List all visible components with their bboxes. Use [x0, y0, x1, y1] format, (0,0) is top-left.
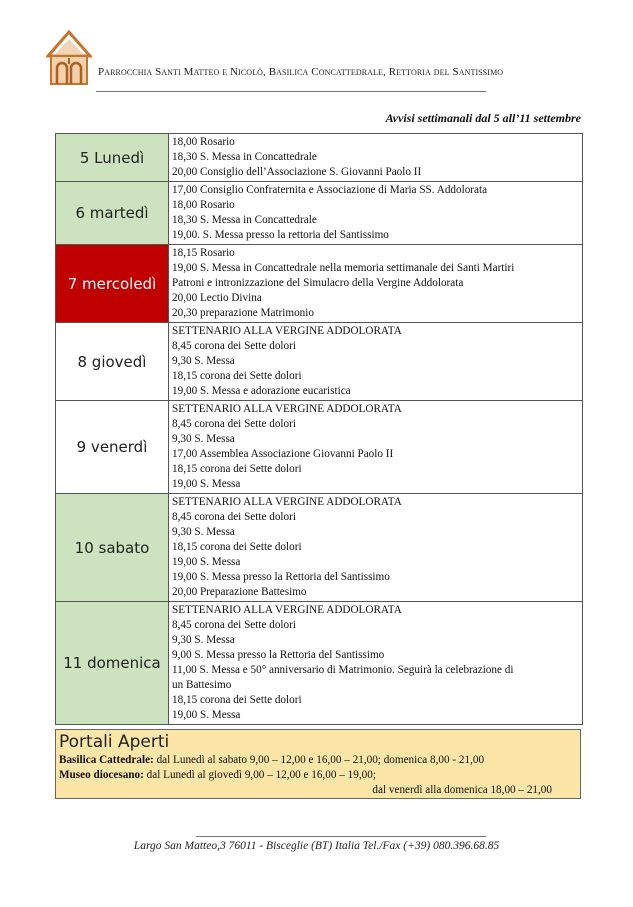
portali-aperti-box — [55, 729, 581, 799]
event-line: 9,30 S. Messa — [172, 634, 235, 646]
schedule-row — [56, 134, 583, 182]
event-line: 19,00. S. Messa presso la rettoria del Santissimo — [172, 229, 389, 241]
event-line: 9,30 S. Messa — [172, 355, 235, 367]
schedule-table — [55, 133, 583, 725]
event-line: 19,00 S. Messa e adorazione eucaristica — [172, 385, 351, 397]
event-line: 9,30 S. Messa — [172, 526, 235, 538]
basilica-hours — [59, 753, 577, 768]
event-line: 20,00 Consiglio dell’Associazione S. Giovanni Paolo II — [172, 166, 422, 178]
schedule-row — [56, 401, 583, 494]
event-line: 18,15 corona dei Sette dolori — [172, 694, 302, 706]
event-line: 8,45 corona dei Sette dolori — [172, 511, 296, 523]
event-line: 19,00 S. Messa — [172, 556, 241, 568]
event-line: 18,00 Rosario — [172, 136, 235, 148]
event-line: 17,00 Assemblea Associazione Giovanni Paolo II — [172, 448, 394, 460]
event-line: 9,30 S. Messa — [172, 433, 235, 445]
event-line: 8,45 corona dei Sette dolori — [172, 418, 296, 430]
event-line: 19,00 S. Messa in Concattedrale nella memoria settimanale dei Santi Martiri — [172, 262, 515, 274]
event-line: SETTENARIO ALLA VERGINE ADDOLORATA — [172, 403, 402, 415]
museo-hours-text: dal Lunedì al giovedì 9,00 – 12,00 e 16,00 – 19,00; — [143, 769, 376, 781]
event-line: 18,15 corona dei Sette dolori — [172, 541, 302, 553]
event-line: 18,00 Rosario — [172, 199, 235, 211]
event-line: 18,15 corona dei Sette dolori — [172, 463, 302, 475]
event-line: 19,00 S. Messa presso la Rettoria del Santissimo — [172, 571, 390, 583]
portali-title: Portali Aperti — [59, 732, 170, 752]
footer-divider — [196, 836, 486, 837]
event-line: Patroni e intronizzazione del Simulacro della Vergine Addolorata — [172, 277, 464, 289]
event-line: un Battesimo — [172, 679, 232, 691]
event-line: 11,00 S. Messa e 50° anniversario di Matrimonio. Seguirà la celebrazione di — [172, 664, 514, 676]
event-line: SETTENARIO ALLA VERGINE ADDOLORATA — [172, 604, 402, 616]
museo-hours — [59, 768, 577, 783]
event-line: 8,45 corona dei Sette dolori — [172, 619, 296, 631]
day-events — [169, 494, 583, 602]
day-label: 9 venerdì — [56, 401, 169, 494]
event-line: 17,00 Consiglio Confraternita e Associazione di Maria SS. Addolorata — [172, 184, 488, 196]
event-line: 20,00 Lectio Divina — [172, 292, 262, 304]
schedule-row — [56, 245, 583, 323]
event-line: 19,00 S. Messa — [172, 478, 241, 490]
event-line: SETTENARIO ALLA VERGINE ADDOLORATA — [172, 496, 402, 508]
header-divider — [96, 91, 486, 92]
day-events — [169, 134, 583, 182]
event-line: SETTENARIO ALLA VERGINE ADDOLORATA — [172, 325, 402, 337]
event-line: 18,15 corona dei Sette dolori — [172, 370, 302, 382]
event-line: 19,00 S. Messa — [172, 709, 241, 721]
event-line: 18,30 S. Messa in Concattedrale — [172, 214, 317, 226]
schedule-row — [56, 182, 583, 245]
day-events — [169, 323, 583, 401]
basilica-hours-text: dal Lunedì al sabato 9,00 – 12,00 e 16,00 – 21,00; domenica 8,00 - 21,00 — [153, 754, 485, 766]
day-label: 5 Lunedì — [56, 134, 169, 182]
day-label: 8 giovedì — [56, 323, 169, 401]
footer-address: Largo San Matteo,3 76011 - Bisceglie (BT) Italia Tel./Fax (+39) 080.396.68.85 — [133, 840, 500, 852]
day-label: 6 martedì — [56, 182, 169, 245]
event-line: 20,30 preparazione Matrimonio — [172, 307, 314, 319]
event-line: 8,45 corona dei Sette dolori — [172, 340, 296, 352]
museo-label: Museo diocesano: — [59, 769, 144, 781]
day-label: 11 domenica — [56, 602, 169, 725]
day-label: 7 mercoledì — [56, 245, 169, 323]
day-label: 10 sabato — [56, 494, 169, 602]
museo-hours-weekend: dal venerdì alla domenica 18,00 – 21,00 — [372, 784, 552, 796]
event-line: 18,30 S. Messa in Concattedrale — [172, 151, 317, 163]
event-line: 9,00 S. Messa presso la Rettoria del Santissimo — [172, 649, 385, 661]
schedule-row — [56, 323, 583, 401]
schedule-row — [56, 602, 583, 725]
schedule-row — [56, 494, 583, 602]
church-logo-icon — [46, 30, 92, 86]
weekly-title: Avvisi settimanali dal 5 all’11 settembre — [385, 111, 581, 125]
day-events — [169, 401, 583, 494]
day-events — [169, 182, 583, 245]
event-line: 18,15 Rosario — [172, 247, 235, 259]
day-events — [169, 245, 583, 323]
basilica-label: Basilica Cattedrale: — [59, 754, 154, 766]
event-line: 20,00 Preparazione Battesimo — [172, 586, 307, 598]
parish-name: Parrocchia Santi Matteo e Nicolò, Basilica Concattedrale, Rettoria del Santissimo — [98, 66, 504, 78]
day-events — [169, 602, 583, 725]
